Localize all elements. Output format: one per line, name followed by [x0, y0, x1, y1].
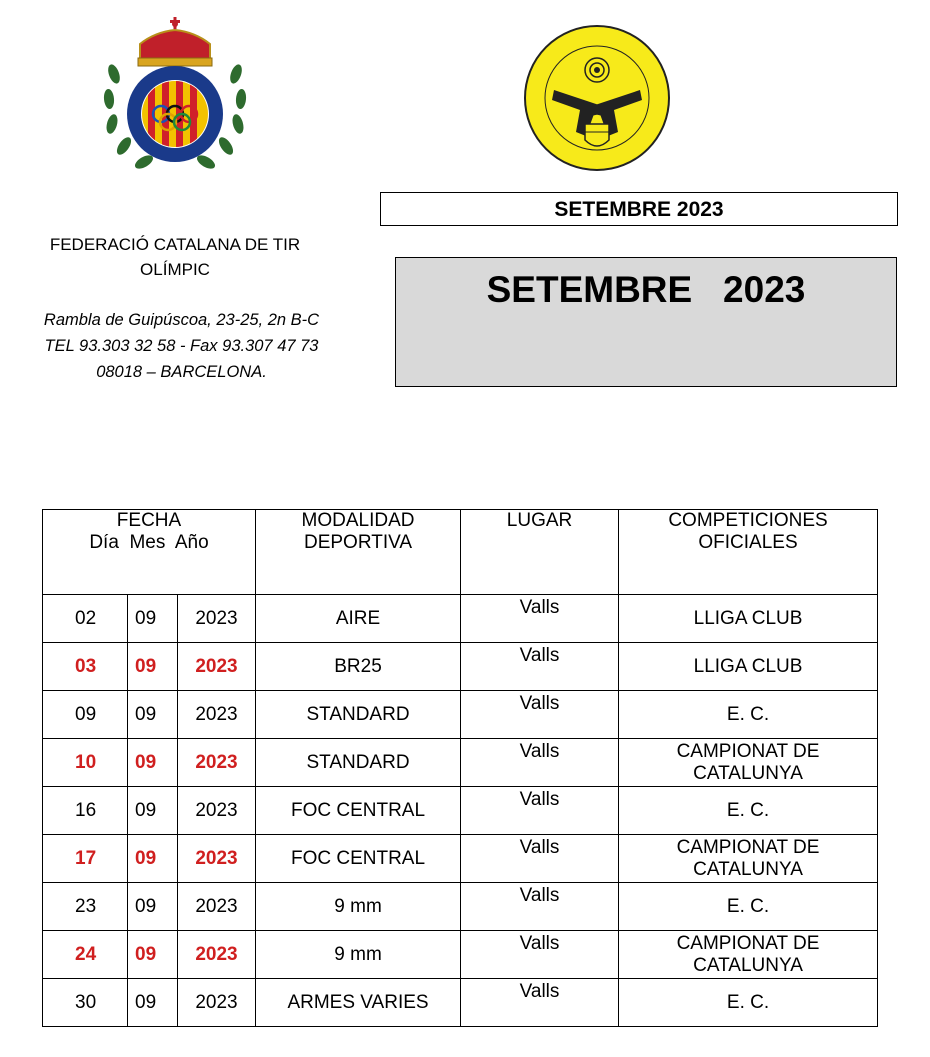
federation-name-line2: OLÍMPIC: [140, 260, 210, 279]
header-date-parts: Día Mes Año: [89, 532, 209, 553]
table-row: [43, 643, 878, 691]
competition-line2: CATALUNYA: [693, 954, 803, 976]
cell-modality: STANDARD: [256, 691, 461, 739]
cell-year: 2023: [178, 691, 256, 739]
cell-competition: [619, 787, 878, 835]
cell-competition: [619, 595, 878, 643]
cell-place: Valls: [461, 739, 619, 787]
cell-day: 23: [43, 883, 128, 931]
cell-month: 09: [128, 595, 178, 643]
cell-month: 09: [128, 979, 178, 1027]
cell-competition: [619, 643, 878, 691]
competition-line2: CATALUNYA: [693, 858, 803, 880]
cell-month: 09: [128, 691, 178, 739]
cell-competition: [619, 835, 878, 883]
header-competitions: COMPETICIONES OFICIALES: [619, 510, 878, 595]
competition-calendar-table: [42, 509, 878, 1027]
cell-place: Valls: [461, 979, 619, 1027]
cell-modality: 9 mm: [256, 931, 461, 979]
cell-year: 2023: [178, 787, 256, 835]
competition-line1: E. C.: [726, 703, 770, 725]
table-row: [43, 595, 878, 643]
cell-day: 09: [43, 691, 128, 739]
federation-address-block: [14, 307, 349, 385]
competition-line1: CAMPIONAT DE: [676, 932, 820, 954]
cell-day: 16: [43, 787, 128, 835]
cell-day: 03: [43, 643, 128, 691]
month-title-box: [395, 257, 897, 387]
cell-place: Valls: [461, 787, 619, 835]
cell-place: Valls: [461, 835, 619, 883]
cell-place: Valls: [461, 931, 619, 979]
cell-competition: [619, 931, 878, 979]
cell-modality: BR25: [256, 643, 461, 691]
cell-competition: [619, 739, 878, 787]
table-row: [43, 883, 878, 931]
header-place: LUGAR: [461, 510, 619, 595]
competition-line1: LLIGA CLUB: [693, 607, 803, 629]
header-modality: [256, 510, 461, 595]
cell-day: 02: [43, 595, 128, 643]
club-logo: [522, 12, 672, 184]
cell-day: 30: [43, 979, 128, 1027]
cell-modality: ARMES VARIES: [256, 979, 461, 1027]
cell-year: 2023: [178, 595, 256, 643]
cell-month: 09: [128, 883, 178, 931]
competition-line2: CATALUNYA: [693, 762, 803, 784]
cell-place: Valls: [461, 883, 619, 931]
cell-competition: [619, 979, 878, 1027]
competition-line1: E. C.: [726, 991, 770, 1013]
month-label-small: SETEMBRE 2023: [380, 192, 898, 226]
cell-place: Valls: [461, 691, 619, 739]
competition-line1: E. C.: [726, 799, 770, 821]
cell-modality: FOC CENTRAL: [256, 835, 461, 883]
cell-year: 2023: [178, 643, 256, 691]
federation-logo: [100, 14, 250, 184]
month-title: SETEMBRE 2023: [486, 269, 806, 310]
cell-competition: [619, 883, 878, 931]
cell-modality: STANDARD: [256, 739, 461, 787]
cell-year: 2023: [178, 835, 256, 883]
cell-year: 2023: [178, 883, 256, 931]
table-header-row: [43, 510, 878, 595]
table-row: [43, 739, 878, 787]
cell-place: Valls: [461, 595, 619, 643]
cell-year: 2023: [178, 931, 256, 979]
header-date-title: FECHA: [116, 510, 182, 531]
cell-month: 09: [128, 643, 178, 691]
cell-month: 09: [128, 739, 178, 787]
federation-name: [20, 232, 330, 282]
table-body: [43, 595, 878, 1027]
cell-year: 2023: [178, 739, 256, 787]
competition-line1: LLIGA CLUB: [693, 655, 803, 677]
cell-modality: 9 mm: [256, 883, 461, 931]
table-row: [43, 835, 878, 883]
competition-line1: CAMPIONAT DE: [676, 836, 820, 858]
cell-month: 09: [128, 931, 178, 979]
federation-name-line1: FEDERACIÓ CATALANA DE TIR: [49, 235, 301, 254]
cell-month: 09: [128, 787, 178, 835]
table-row: [43, 931, 878, 979]
competition-line1: CAMPIONAT DE: [676, 740, 820, 762]
competition-line1: E. C.: [726, 895, 770, 917]
header-modality-line2: DEPORTIVA: [303, 532, 413, 553]
cell-day: 24: [43, 931, 128, 979]
cell-day: 10: [43, 739, 128, 787]
header-modality-line1: MODALIDAD: [301, 510, 415, 531]
federation-phone-fax: TEL 93.303 32 58 - Fax 93.307 47 73: [44, 337, 319, 355]
cell-competition: [619, 691, 878, 739]
table-row: [43, 979, 878, 1027]
cell-modality: AIRE: [256, 595, 461, 643]
table-row: [43, 691, 878, 739]
cell-place: Valls: [461, 643, 619, 691]
header-date: [43, 510, 256, 595]
cell-modality: FOC CENTRAL: [256, 787, 461, 835]
federation-city: 08018 – BARCELONA.: [96, 363, 267, 381]
table-row: [43, 787, 878, 835]
cell-year: 2023: [178, 979, 256, 1027]
cell-day: 17: [43, 835, 128, 883]
cell-month: 09: [128, 835, 178, 883]
federation-address: Rambla de Guipúscoa, 23-25, 2n B-C: [43, 311, 320, 329]
